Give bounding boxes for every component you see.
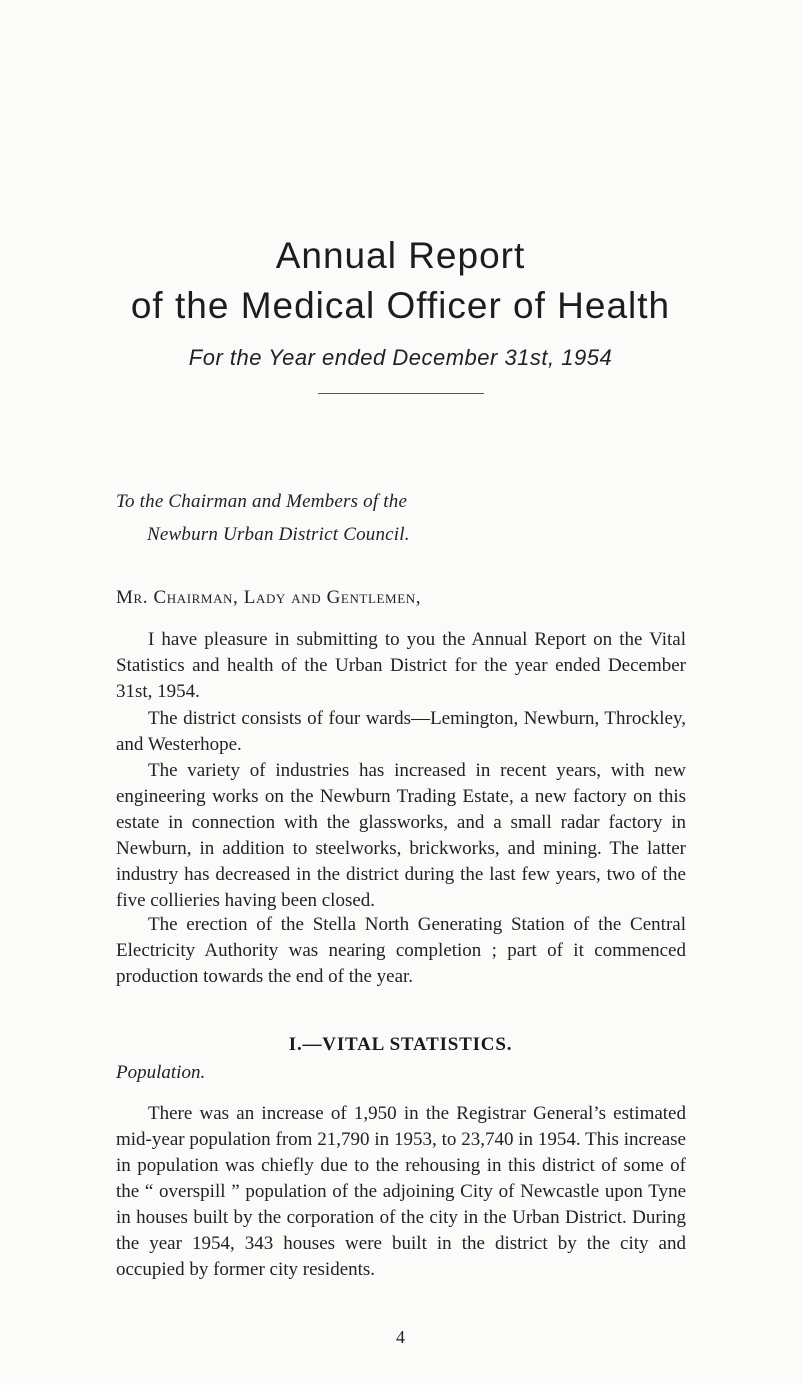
section-subheading: Population. — [116, 1062, 206, 1083]
paragraph-text: There was an increase of 1,950 in the Registrar General’s estimated mid-year population from 21,790 in 1953, to 23,740 in 1954. This increase in population was chiefly due to the rehousing in this district of some of the “ overspill ” population of the adjoining City of Newcastle upon Tyne in houses built by the corporation of the city in the Urban District. During the year 1954, 343 houses were built in the district by the city and occupied by former city residents. — [116, 1103, 686, 1280]
title-divider — [318, 393, 484, 394]
paragraph-population — [116, 1101, 686, 1283]
paragraph-text: The district consists of four wards—Lemington, Newburn, Throckley, and Westerhope. — [116, 708, 686, 755]
paragraph-industries — [116, 758, 686, 914]
paragraph-text: I have pleasure in submitting to you the Annual Report on the Vital Statistics and health of the Urban District for the year ended December 31st, 1954. — [116, 629, 686, 702]
page-number: 4 — [396, 1327, 405, 1347]
report-title-line1: Annual Report — [275, 235, 526, 276]
addressee-line1: To the Chairman and Members of the — [116, 491, 408, 512]
report-title-line2: of the Medical Officer of Health — [130, 285, 671, 326]
paragraph-submission — [116, 627, 686, 705]
paragraph-wards — [116, 706, 686, 758]
report-subtitle: For the Year ended December 31st, 1954 — [188, 345, 613, 370]
paragraph-text: The variety of industries has increased in recent years, with new engineering works on the Newburn Trading Estate, a new factory on this estate in connection with the glassworks, and a small radar factory in Newburn, in addition to steelworks, brickworks, and mining. The latter industry has decreased in the district during the last few years, two of the five collieries having been closed. — [116, 760, 686, 911]
section-heading: I.—VITAL STATISTICS. — [288, 1034, 513, 1055]
paragraph-generating-station — [116, 912, 686, 990]
salutation: Mr. Chairman, Lady and Gentlemen, — [116, 587, 422, 608]
addressee-line2: Newburn Urban District Council. — [147, 524, 410, 545]
paragraph-text: The erection of the Stella North Generating Station of the Central Electricity Authority was nearing completion ; part of it commenced production towards the end of the year. — [116, 914, 686, 987]
